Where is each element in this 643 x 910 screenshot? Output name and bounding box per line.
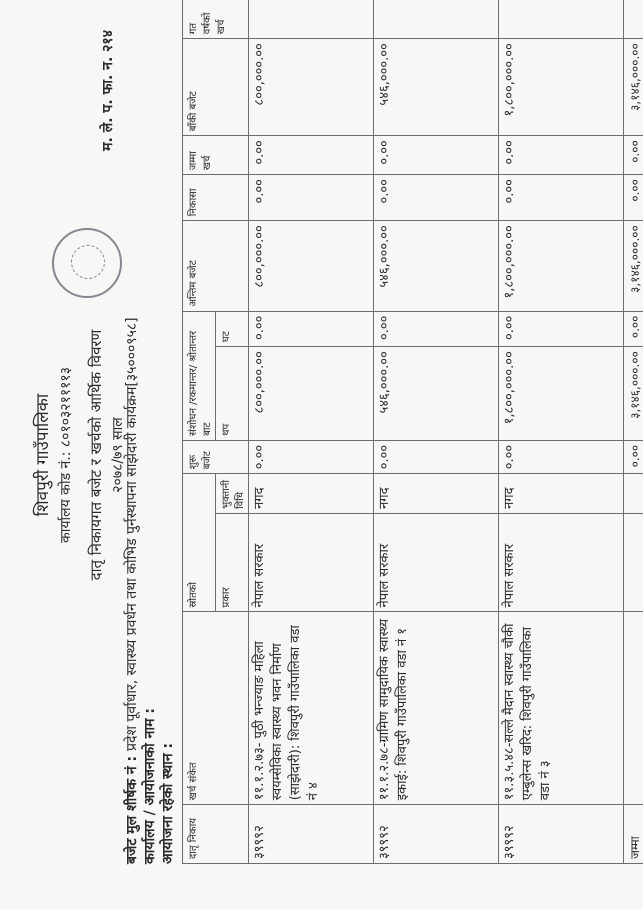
budget-table <box>182 0 643 864</box>
cell-expense-code: ११.१.२.७८-ग्रामिण सामुदायिक स्वास्थ्य इकाई: शिवपुरी गाउँपालिका वडा नं १ <box>374 612 499 805</box>
cell-total-expense: ०.०० <box>374 136 499 175</box>
cell-withdrawal: ०.०० <box>374 175 499 221</box>
col-withdrawal: निकासा <box>183 175 249 221</box>
project-place-label: आयोजना रहेको स्थान : <box>160 742 176 864</box>
cell-prev-year-expense <box>249 0 374 39</box>
table-row <box>374 0 499 864</box>
total-initial-budget: ०.०० <box>624 440 643 473</box>
seal-emblem-icon <box>71 245 105 279</box>
budget-head-label: बजेट मुल शीर्षक नं : <box>124 755 140 864</box>
total-empty <box>624 474 643 514</box>
cell-type: नेपाल सरकार <box>374 513 499 612</box>
col-expense-code: खर्च संकेत <box>183 612 249 805</box>
col-remaining-budget: बाँकी बजेट <box>183 39 249 136</box>
total-decrease: ०.०० <box>624 311 643 347</box>
table-header-row <box>183 0 216 864</box>
cell-donor: ३९९९२ <box>499 805 624 864</box>
cell-increase: ५४६,०००.०० <box>374 347 499 441</box>
table-total-row <box>624 0 643 864</box>
cell-type: नेपाल सरकार <box>249 513 374 612</box>
total-label: जम्मा <box>624 805 643 864</box>
office-project-label: कार्यालय / आयोजनाको नाम : <box>142 708 158 864</box>
budget-head <box>122 317 141 864</box>
cell-expense-code: ११.१.२.७३- पुठी भन्ज्याङ महिला स्वयम्सेविका स्वास्थ्य भवन निर्माण (साझेदारी): शिवपुरी गाउँपालिका वडा नं ४ <box>249 612 374 805</box>
col-donor: दातृ निकाय <box>183 805 249 864</box>
office-name: शिवपुरी गाउँपालिका <box>33 393 53 517</box>
budget-head-value: प्रदेश पूर्वाधार, स्वास्थ्य प्रवर्धन तथा कोभिड पुर्नस्थापना साझेदारी कार्यक्रम[३५०००९५८] <box>124 317 140 751</box>
col-increase: थप <box>216 347 249 441</box>
cell-increase: ८००,०००.०० <box>249 347 374 441</box>
office-code: कार्यालय कोड नं.: ८०१०३२११११३ <box>58 367 74 543</box>
col-revision: संशोधन /रकमान्तर/ श्रोतान्तर बाट <box>183 311 216 440</box>
col-initial-budget: शुरू बजेट <box>183 440 249 473</box>
col-source: स्रोतको <box>183 474 216 612</box>
form-number: म. ले. प. फा. न. २१४ <box>100 30 116 151</box>
cell-payment-method: नगद <box>499 474 624 514</box>
cell-initial-budget: ०.०० <box>374 440 499 473</box>
office-seal <box>52 228 122 298</box>
col-total-expense: जम्मा खर्च <box>183 136 249 175</box>
col-type: प्रकार <box>216 513 249 612</box>
cell-remaining-budget: १,८००,०००.०० <box>499 39 624 136</box>
total-expense: ०.०० <box>624 136 643 175</box>
col-decrease: घट <box>216 311 249 347</box>
cell-donor: ३९९९२ <box>374 805 499 864</box>
total-empty <box>624 0 643 39</box>
cell-remaining-budget: ५४६,०००.०० <box>374 39 499 136</box>
total-empty <box>624 513 643 612</box>
cell-prev-year-expense <box>499 0 624 39</box>
cell-donor: ३९९९२ <box>249 805 374 864</box>
report-title: दातृ निकायगत बजेट र खर्चको आर्थिक विवरण <box>87 329 105 581</box>
cell-withdrawal: ०.०० <box>249 175 374 221</box>
cell-decrease: ०.०० <box>499 311 624 347</box>
col-final-budget: अन्तिम बजेट <box>183 221 249 311</box>
cell-expense-code: ११.३.५.४८-सल्ले मैदान स्वास्थ्य चौकी एम्बुलेन्स खरिद: शिवपुरी गाउँपालिका वडा नं ३ <box>499 612 624 805</box>
total-empty <box>624 612 643 805</box>
cell-final-budget: १,८००,०००.०० <box>499 221 624 311</box>
cell-initial-budget: ०.०० <box>249 440 374 473</box>
total-remaining-budget: ३,१४६,०००.०० <box>624 39 643 136</box>
cell-increase: १,८००,०००.०० <box>499 347 624 441</box>
fiscal-year: २०७८/७९ साल <box>110 417 126 493</box>
total-increase: ३,१४६,०००.०० <box>624 347 643 441</box>
cell-initial-budget: ०.०० <box>499 440 624 473</box>
cell-prev-year-expense <box>374 0 499 39</box>
col-payment-method: भुक्तानी विधि <box>216 474 249 514</box>
cell-final-budget: ५४६,०००.०० <box>374 221 499 311</box>
cell-final-budget: ८००,०००.०० <box>249 221 374 311</box>
total-withdrawal: ०.०० <box>624 175 643 221</box>
cell-total-expense: ०.०० <box>499 136 624 175</box>
cell-payment-method: नगद <box>249 474 374 514</box>
cell-remaining-budget: ८००,०००.०० <box>249 39 374 136</box>
cell-payment-method: नगद <box>374 474 499 514</box>
table-row <box>249 0 374 864</box>
cell-total-expense: ०.०० <box>249 136 374 175</box>
cell-type: नेपाल सरकार <box>499 513 624 612</box>
total-final-budget: ३,१४६,०००.०० <box>624 221 643 311</box>
cell-decrease: ०.०० <box>249 311 374 347</box>
col-prev-year-expense: गत वर्षको खर्च <box>183 0 249 39</box>
cell-withdrawal: ०.०० <box>499 175 624 221</box>
table-row <box>499 0 624 864</box>
cell-decrease: ०.०० <box>374 311 499 347</box>
